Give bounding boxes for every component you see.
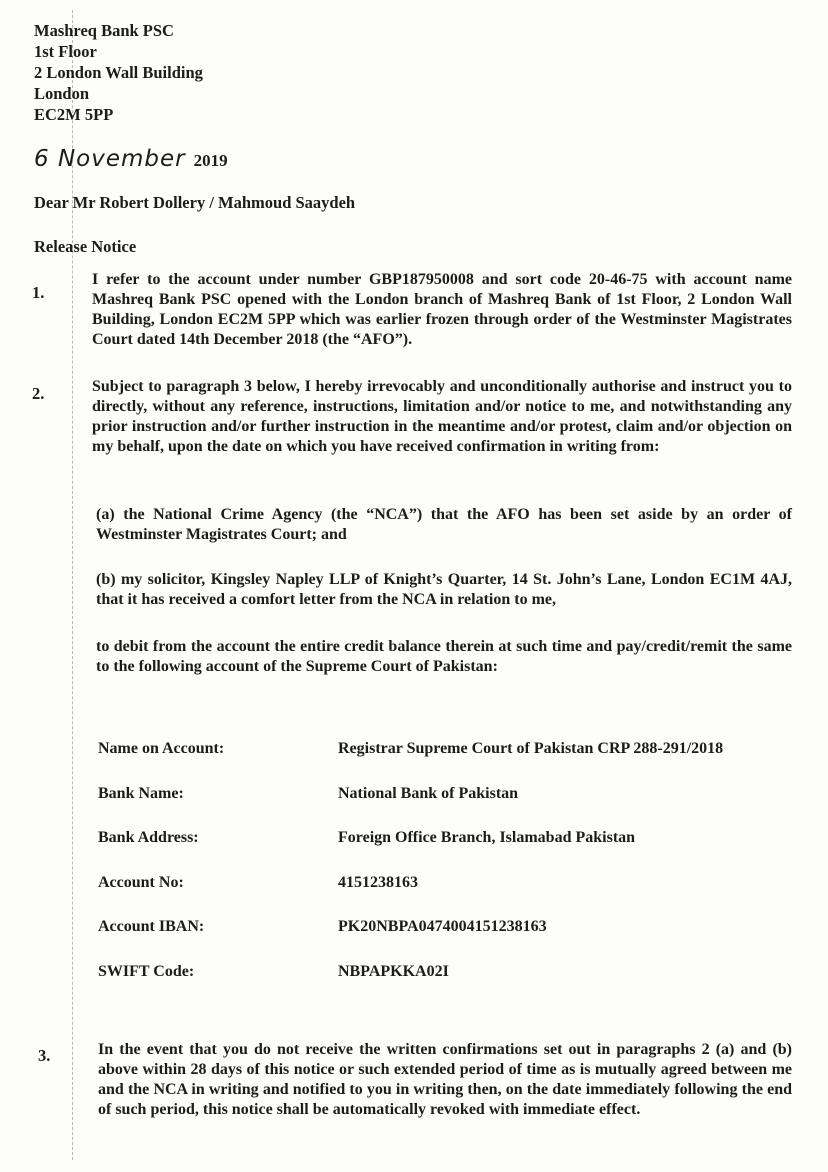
salutation: Dear Mr Robert Dollery / Mahmoud Saaydeh xyxy=(34,193,356,212)
paragraph-number: 2. xyxy=(32,384,45,403)
account-label: Bank Address: xyxy=(98,829,199,846)
account-label: Name on Account: xyxy=(98,740,225,757)
handwritten-date: 6 November xyxy=(34,146,186,172)
paragraph-2-item-b: (b) my solicitor, Kingsley Napley LLP of Knight’s Quarter, 14 St. John’s Lane, London EC1M 4AJ, that it has received a comfort letter from the NCA in relation to me, xyxy=(96,571,792,608)
account-label: Account No: xyxy=(98,873,184,891)
address-line: London xyxy=(34,84,90,103)
account-row xyxy=(98,829,798,874)
letter-date xyxy=(34,146,228,172)
account-value: PK20NBPA0474004151238163 xyxy=(338,918,547,935)
account-value: NBPAPKKA02I xyxy=(338,962,449,980)
paragraph-number: 1. xyxy=(32,283,45,302)
date-year: 2019 xyxy=(193,151,228,170)
account-value: National Bank of Pakistan xyxy=(338,784,519,802)
account-value: Registrar Supreme Court of Pakistan CRP 288-291/2018 xyxy=(338,740,724,757)
address-line: 2 London Wall Building xyxy=(34,63,203,82)
paragraph-3: In the event that you do not receive the written confirmations set out in paragraphs 2 (a) and (b) above within 28 days of this notice or such extended period of time as is mutually agreed between me and the NCA in writing and notified to you in writing then, on the date immediately following the end of such period, this notice shall be automatically revoked with immediate effect. xyxy=(98,1041,792,1118)
paragraph-1: I refer to the account under number GBP187950008 and sort code 20-46-75 with account name Mashreq Bank PSC opened with the London branch of Mashreq Bank of 1st Floor, 2 London Wall Building, London EC2M 5PP which was earlier frozen through order of the Westminster Magistrates Court dated 14th December 2018 (the “AFO”). xyxy=(92,271,792,348)
account-details xyxy=(98,740,798,1007)
account-row xyxy=(98,874,798,919)
account-row xyxy=(98,785,798,830)
account-value: Foreign Office Branch, Islamabad Pakistan xyxy=(338,829,636,846)
account-row xyxy=(98,963,798,1008)
address-line: EC2M 5PP xyxy=(34,105,114,124)
account-row xyxy=(98,918,798,963)
account-label: SWIFT Code: xyxy=(98,962,195,980)
paragraph-2-closing: to debit from the account the entire credit balance therein at such time and pay/credit/remit the same to the following account of the Supreme Court of Pakistan: xyxy=(96,638,792,675)
address-line: 1st Floor xyxy=(34,42,97,61)
margin-line xyxy=(72,10,73,1160)
subject-heading: Release Notice xyxy=(34,237,137,256)
account-label: Bank Name: xyxy=(98,784,184,802)
paragraph-number: 3. xyxy=(38,1046,51,1065)
paragraph-2: Subject to paragraph 3 below, I hereby irrevocably and unconditionally authorise and instruct you to directly, without any reference, instructions, limitation and/or notice to me, and notwithstanding any prior instruction and/or further instruction in the meantime and/or protest, claim and/or objection on my behalf, upon the date on which you have received confirmation in writing from: xyxy=(92,378,792,455)
paragraph-2-item-a: (a) the National Crime Agency (the “NCA”) that the AFO has been set aside by an order of Westminster Magistrates Court; and xyxy=(96,506,792,543)
account-row xyxy=(98,740,798,785)
account-label: Account IBAN: xyxy=(98,918,205,935)
address-line: Mashreq Bank PSC xyxy=(34,21,174,40)
recipient-address xyxy=(34,20,203,125)
account-value: 4151238163 xyxy=(338,873,418,891)
